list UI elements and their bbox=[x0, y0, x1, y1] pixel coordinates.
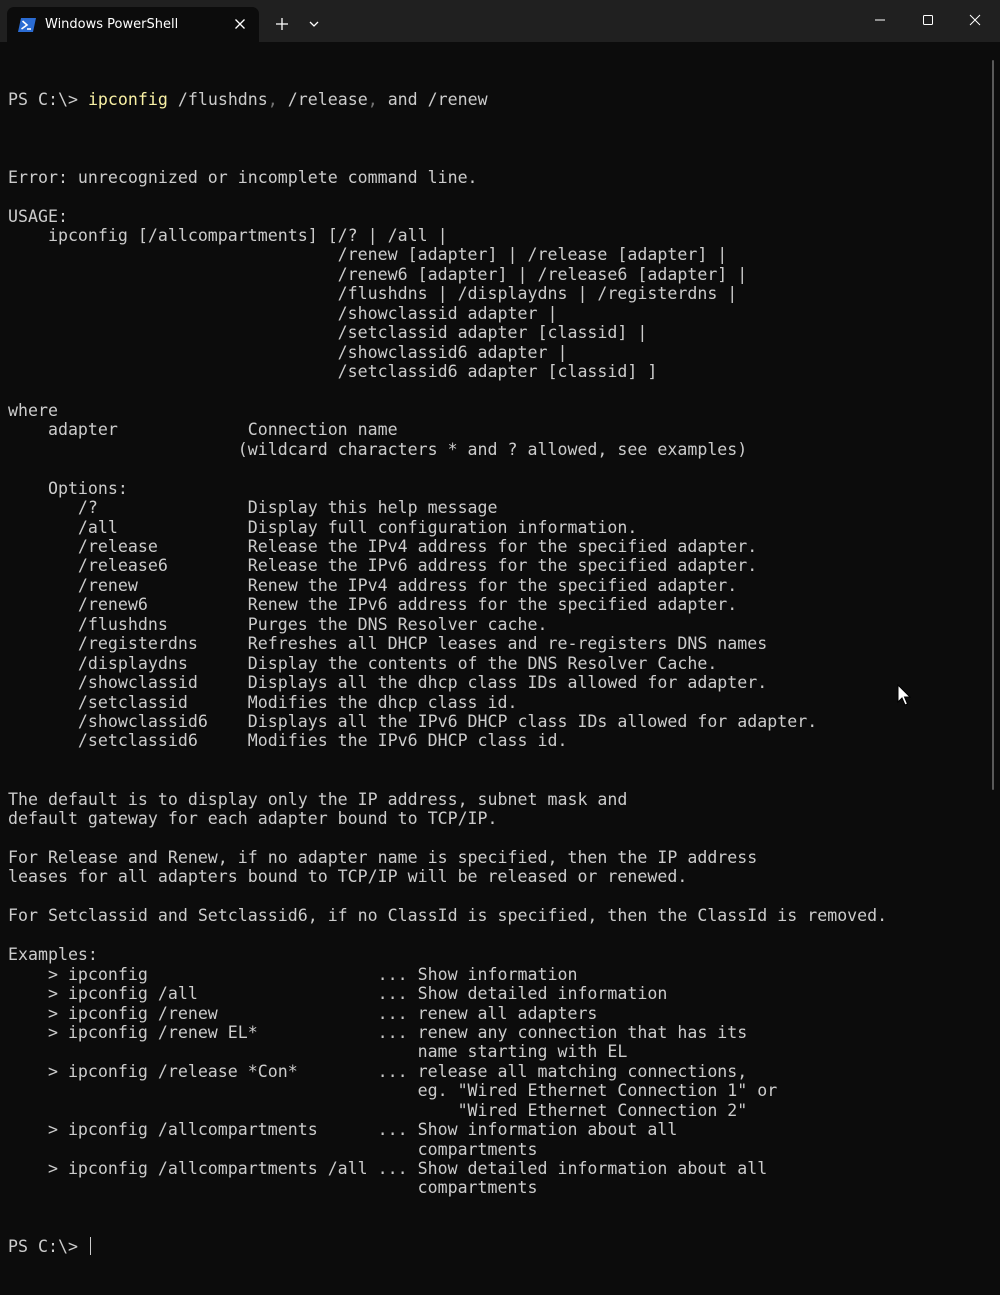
maximize-icon bbox=[905, 0, 951, 40]
output-line: For Release and Renew, if no adapter name is specified, then the IP address bbox=[8, 848, 758, 867]
output-line: /renew6 [adapter] | /release6 [adapter] | bbox=[8, 264, 748, 284]
output-line: /setclassid6 Modifies the IPv6 DHCP class id. bbox=[8, 731, 568, 751]
output-line: /displaydns Display the contents of the DNS Resolver Cache. bbox=[8, 653, 718, 673]
plus-icon bbox=[270, 12, 294, 36]
output-line: > ipconfig /renew ... renew all adapters bbox=[8, 1003, 598, 1023]
command-separator-1: , bbox=[267, 89, 278, 109]
output-line: adapter Connection name bbox=[8, 420, 398, 440]
tab-close-icon[interactable] bbox=[231, 15, 249, 33]
close-icon bbox=[952, 0, 998, 40]
new-tab-button[interactable] bbox=[270, 12, 294, 36]
close-button[interactable] bbox=[952, 0, 998, 40]
command-separator-2: , bbox=[367, 89, 378, 109]
output-line: name starting with EL bbox=[8, 1042, 628, 1062]
output-line: /setclassid adapter [classid] | bbox=[8, 323, 648, 343]
scrollbar-thumb[interactable] bbox=[992, 60, 994, 790]
output-line: Error: unrecognized or incomplete command line. bbox=[8, 167, 478, 187]
output-line: "Wired Ethernet Connection 2" bbox=[8, 1100, 748, 1120]
output-line: default gateway for each adapter bound to TCP/IP. bbox=[8, 809, 498, 829]
minimize-button[interactable] bbox=[857, 0, 903, 40]
tab-windows-powershell[interactable] bbox=[7, 7, 259, 42]
text-cursor bbox=[90, 1237, 91, 1255]
output-lines bbox=[8, 148, 887, 1198]
powershell-icon bbox=[18, 17, 36, 31]
output-line: > ipconfig /release *Con* ... release all matching connections, bbox=[8, 1061, 748, 1081]
output-line: /flushdns Purges the DNS Resolver cache. bbox=[8, 614, 548, 634]
final-prompt: PS C:\> bbox=[8, 1236, 88, 1256]
output-line: /showclassid adapter | bbox=[8, 303, 558, 323]
output-line: /renew6 Renew the IPv6 address for the specified adapter. bbox=[8, 595, 738, 615]
output-line: /release Release the IPv4 address for the specified adapter. bbox=[8, 537, 758, 556]
command-args-3: and /renew bbox=[377, 89, 488, 109]
output-line: where bbox=[8, 400, 58, 420]
command-line bbox=[8, 90, 887, 109]
output-line: /setclassid Modifies the dhcp class id. bbox=[8, 692, 518, 712]
output-line: /registerdns Refreshes all DHCP leases and re-registers DNS names bbox=[8, 634, 768, 654]
output-line: > ipconfig /allcompartments ... Show information about all bbox=[8, 1120, 678, 1140]
output-line bbox=[8, 887, 887, 906]
output-line: /renew Renew the IPv4 address for the specified adapter. bbox=[8, 575, 738, 595]
output-line: Options: bbox=[8, 478, 128, 498]
terminal-text bbox=[8, 51, 887, 1295]
output-line: /renew [adapter] | /release [adapter] | bbox=[8, 245, 728, 265]
output-line: (wildcard characters * and ? allowed, see examples) bbox=[8, 439, 748, 459]
output-line bbox=[8, 926, 887, 945]
output-line: Examples: bbox=[8, 945, 98, 965]
output-line: /showclassid6 adapter | bbox=[8, 342, 568, 362]
output-line: leases for all adapters bound to TCP/IP will be released or renewed. bbox=[8, 867, 688, 887]
maximize-button[interactable] bbox=[905, 0, 951, 40]
output-line: /showclassid6 Displays all the IPv6 DHCP class IDs allowed for adapter. bbox=[8, 711, 818, 731]
new-tab-dropdown-button[interactable] bbox=[303, 12, 325, 36]
output-line: ipconfig [/allcompartments] [/? | /all | bbox=[8, 226, 448, 245]
output-line bbox=[8, 751, 887, 770]
title-bar[interactable] bbox=[0, 0, 1000, 42]
terminal-output[interactable] bbox=[0, 42, 986, 1256]
prompt: PS C:\> bbox=[8, 89, 88, 109]
tab-title: Windows PowerShell bbox=[45, 17, 179, 32]
output-line: For Setclassid and Setclassid6, if no ClassId is specified, then the ClassId is removed. bbox=[8, 906, 888, 926]
command-args-2: /release bbox=[277, 89, 368, 109]
scrollbar[interactable] bbox=[990, 60, 996, 1120]
output-line: eg. "Wired Ethernet Connection 1" or bbox=[8, 1081, 778, 1101]
output-line: > ipconfig /allcompartments /all ... Show detailed information about all bbox=[8, 1159, 768, 1178]
output-line bbox=[8, 187, 887, 206]
output-line: compartments bbox=[8, 1178, 538, 1198]
output-line bbox=[8, 459, 887, 478]
output-line: USAGE: bbox=[8, 206, 68, 226]
final-prompt-line[interactable] bbox=[8, 1237, 887, 1256]
output-line: The default is to display only the IP address, subnet mask and bbox=[8, 789, 628, 809]
output-line: /setclassid6 adapter [classid] ] bbox=[8, 362, 658, 382]
output-line: compartments bbox=[8, 1139, 538, 1159]
output-line bbox=[8, 382, 887, 401]
minimize-icon bbox=[857, 0, 903, 40]
output-line: /all Display full configuration information. bbox=[8, 517, 638, 537]
output-line: > ipconfig /all ... Show detailed information bbox=[8, 984, 668, 1004]
command-name: ipconfig bbox=[87, 89, 168, 109]
output-line: /? Display this help message bbox=[8, 498, 498, 518]
output-line: > ipconfig /renew EL* ... renew any connection that has its bbox=[8, 1022, 748, 1042]
output-line bbox=[8, 770, 887, 789]
output-line: /flushdns | /displaydns | /registerdns | bbox=[8, 284, 738, 304]
output-line bbox=[8, 148, 887, 167]
mouse-pointer-icon bbox=[897, 684, 913, 708]
command-args-1: /flushdns bbox=[167, 89, 268, 109]
output-line: /release6 Release the IPv6 address for the specified adapter. bbox=[8, 556, 758, 576]
output-line: > ipconfig ... Show information bbox=[8, 964, 578, 984]
output-line bbox=[8, 829, 887, 848]
chevron-down-icon bbox=[303, 12, 325, 36]
output-line: /showclassid Displays all the dhcp class IDs allowed for adapter. bbox=[8, 673, 768, 693]
